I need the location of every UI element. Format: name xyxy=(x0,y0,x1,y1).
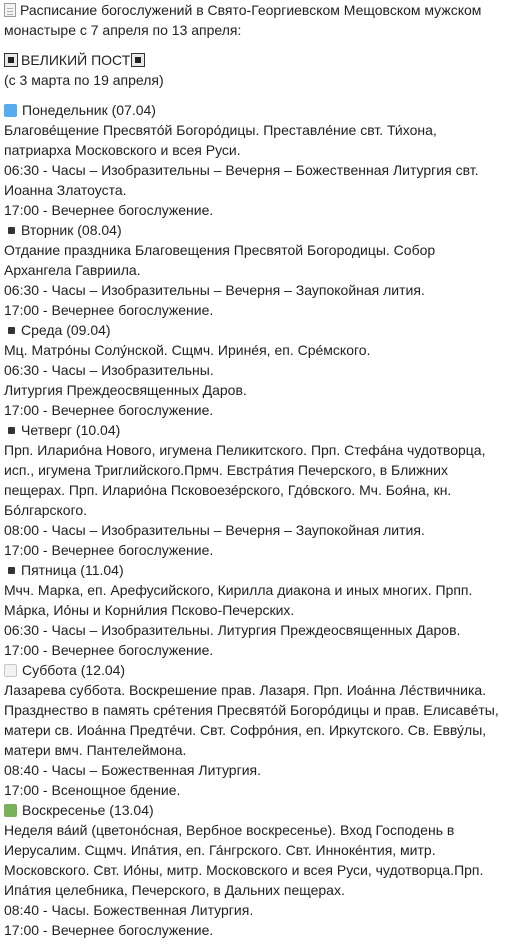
schedule-line: 17:00 - Вечернее богослужение. xyxy=(4,302,214,318)
spacer xyxy=(4,90,503,100)
schedule-line: 17:00 - Вечернее богослужение. xyxy=(4,642,214,658)
document-icon xyxy=(4,3,16,17)
day-section xyxy=(4,560,503,660)
schedule-line: 06:30 - Часы – Изобразительны – Вечерня – Заупокойная лития. xyxy=(4,282,425,298)
day-title: Пятница (11.04) xyxy=(21,562,124,578)
stop-button-icon xyxy=(131,53,145,67)
black-small-square-icon xyxy=(8,427,15,434)
schedule-line: Отдание праздника Благовещения Пресвятой Богородицы. Собор Архангела Гавриила. xyxy=(4,242,436,278)
fast-period: (с 3 марта по 19 апреля) xyxy=(4,72,164,88)
black-small-square-icon xyxy=(8,327,15,334)
day-heading xyxy=(4,560,503,580)
schedule-line: 08:40 - Часы. Божественная Литургия. xyxy=(4,902,254,918)
day-heading xyxy=(4,220,503,240)
fast-title: ВЕЛИКИЙ ПОСТ xyxy=(21,52,131,68)
black-small-square-icon xyxy=(8,227,15,234)
spacer xyxy=(4,40,503,50)
schedule-line: 17:00 - Вечернее богослужение. xyxy=(4,402,214,418)
day-title: Среда (09.04) xyxy=(21,322,111,338)
day-title: Воскресенье (13.04) xyxy=(22,802,154,818)
day-title: Четверг (10.04) xyxy=(21,422,121,438)
fast-heading xyxy=(4,50,503,70)
schedule-line: 17:00 - Всенощное бдение. xyxy=(4,782,181,798)
stop-button-icon xyxy=(4,53,18,67)
schedule-line: 17:00 - Вечернее богослужение. xyxy=(4,202,214,218)
day-heading xyxy=(4,420,503,440)
day-section xyxy=(4,660,503,800)
schedule-line: 08:00 - Часы – Изобразительны – Вечерня – Заупокойная лития. xyxy=(4,522,425,538)
schedule-line: 08:40 - Часы – Божественная Литургия. xyxy=(4,762,261,778)
day-section xyxy=(4,800,503,940)
green-square-icon xyxy=(4,804,17,817)
schedule-line: 06:30 - Часы – Изобразительны – Вечерня – Божественная Литургия свт. Иоанна Златоуста. xyxy=(4,162,479,198)
day-section xyxy=(4,220,503,320)
post-heading xyxy=(4,0,503,40)
schedule-line: 17:00 - Вечернее богослужение. xyxy=(4,922,214,938)
day-title: Вторник (08.04) xyxy=(21,222,122,238)
day-heading xyxy=(4,800,503,820)
blue-square-icon xyxy=(4,104,17,117)
schedule-line: Благове́щение Пресвято́й Богоро́дицы. Преставле́ние свт. Ти́хона, патриарха Московского и всея Руси. xyxy=(4,122,437,158)
days-list xyxy=(4,100,503,940)
schedule-line: Мц. Матро́ны Солу́нской. Сщмч. Ирине́я, еп. Сре́мского. xyxy=(4,342,371,358)
day-section xyxy=(4,420,503,560)
day-heading xyxy=(4,660,503,680)
schedule-line: Лазарева суббота. Воскрешение прав. Лазаря. Прп. Иоа́нна Ле́ствичника. Празднество в память сре́тения Пресвято́й Богоро́дицы и прав. Елисаве́ты, матери св. Иоа́нна Предте́чи. Свт. Софро́ния, еп. Иркутского. Св. Евву́лы, матери вмч. Пантелеймона. xyxy=(4,682,499,758)
day-section xyxy=(4,320,503,420)
schedule-line: 06:30 - Часы – Изобразительны. Литургия Преждеосвященных Даров. xyxy=(4,622,461,638)
schedule-line: Литургия Преждеосвященных Даров. xyxy=(4,382,247,398)
schedule-line: Мчч. Марка, еп. Арефусийского, Кирилла диакона и иных многих. Прпп. Ма́рка, Ио́ны и Корни́лия Псково-Печерских. xyxy=(4,582,473,618)
day-section xyxy=(4,100,503,220)
schedule-line: Неделя ва́ий (цветоно́сная, Вербное воскресенье). Вход Господень в Иерусалим. Сщмч. Ипа́тия, еп. Га́нгрского. Свт. Иннокéнтия, митр. Московского. Свт. Ио́ны, митр. Московского и всея Руси, чудотворца.Прп. Ипа́тия целебника, Печерского, в Дальних пещерах. xyxy=(4,822,484,898)
schedule-line: 06:30 - Часы – Изобразительны. xyxy=(4,362,214,378)
day-title: Понедельник (07.04) xyxy=(22,102,156,118)
day-heading xyxy=(4,100,503,120)
day-heading xyxy=(4,320,503,340)
black-small-square-icon xyxy=(8,567,15,574)
schedule-line: 17:00 - Вечернее богослужение. xyxy=(4,542,214,558)
schedule-line: Прп. Иларио́на Нового, игумена Пеликитского. Прп. Стефа́на чудотворца, исп., игумена Триглийского.Прмч. Евстра́тия Печерского, в Ближних пещерах. Прп. Иларио́на Псковоезе́рского, Гдо́вского. Мч. Боя́на, кн. Бо́лгарского. xyxy=(4,442,486,518)
post-title: Расписание богослужений в Свято-Георгиевском Мещовском мужском монастыре с 7 апреля по 13 апреля: xyxy=(4,2,482,38)
day-title: Суббота (12.04) xyxy=(22,662,126,678)
white-square-icon xyxy=(4,664,17,677)
